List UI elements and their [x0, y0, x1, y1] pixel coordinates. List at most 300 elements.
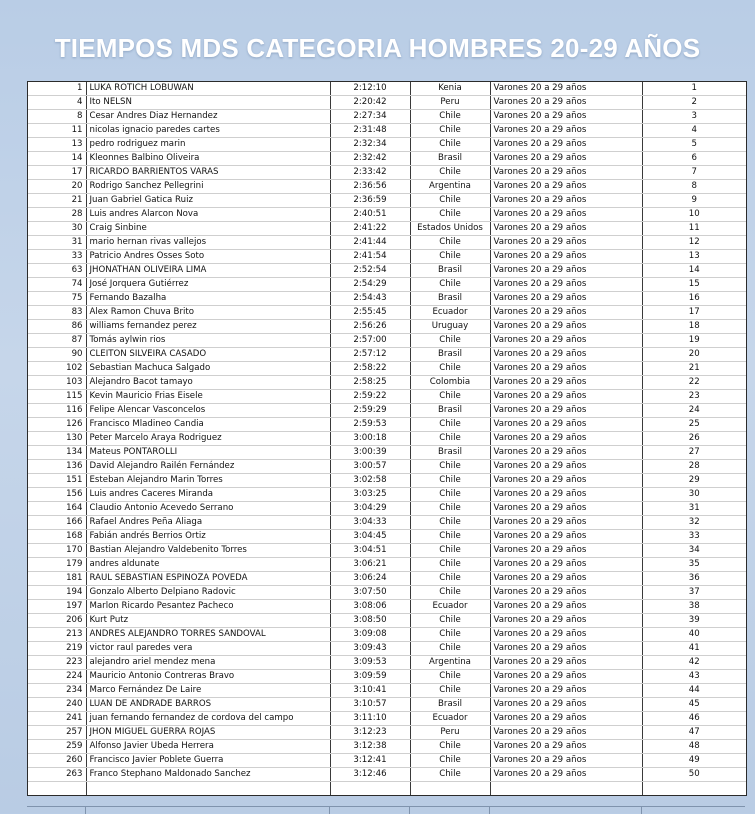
bib-number-cell: 8 — [28, 110, 86, 124]
finish-time-cell: 2:54:43 — [330, 292, 410, 306]
country-cell: Colombia — [410, 376, 490, 390]
runner-name-cell: Luis andres Caceres Miranda — [86, 488, 330, 502]
category-cell: Varones 20 a 29 años — [490, 460, 642, 474]
bib-number-cell: 103 — [28, 376, 86, 390]
position-cell: 18 — [642, 320, 746, 334]
empty-cell — [86, 782, 330, 796]
runner-name-cell: Francisco Mladineo Candia — [86, 418, 330, 432]
category-cell: Varones 20 a 29 años — [490, 194, 642, 208]
country-cell: Brasil — [410, 698, 490, 712]
table-row — [28, 166, 746, 180]
category-cell: Varones 20 a 29 años — [490, 110, 642, 124]
category-cell: Varones 20 a 29 años — [490, 502, 642, 516]
country-cell: Chile — [410, 516, 490, 530]
empty-cell — [28, 782, 86, 796]
finish-time-cell: 3:02:58 — [330, 474, 410, 488]
bib-number-cell: 181 — [28, 572, 86, 586]
table-row — [28, 320, 746, 334]
country-cell: Chile — [410, 628, 490, 642]
runner-name-cell: Luis andres Alarcon Nova — [86, 208, 330, 222]
bib-number-cell: 17 — [28, 166, 86, 180]
table-row — [28, 180, 746, 194]
table-row — [28, 614, 746, 628]
category-cell: Varones 20 a 29 años — [490, 138, 642, 152]
country-cell: Chile — [410, 670, 490, 684]
category-cell: Varones 20 a 29 años — [490, 320, 642, 334]
category-cell: Varones 20 a 29 años — [490, 712, 642, 726]
table-row — [28, 124, 746, 138]
category-cell: Varones 20 a 29 años — [490, 642, 642, 656]
category-cell: Varones 20 a 29 años — [490, 376, 642, 390]
country-cell: Chile — [410, 614, 490, 628]
category-cell: Varones 20 a 29 años — [490, 278, 642, 292]
runner-name-cell: JHON MIGUEL GUERRA ROJAS — [86, 726, 330, 740]
country-cell: Kenia — [410, 82, 490, 96]
bib-number-cell: 134 — [28, 446, 86, 460]
bib-number-cell: 4 — [28, 96, 86, 110]
finish-time-cell: 3:12:38 — [330, 740, 410, 754]
bib-number-cell: 30 — [28, 222, 86, 236]
bib-number-cell: 63 — [28, 264, 86, 278]
table-row — [28, 222, 746, 236]
position-cell: 38 — [642, 600, 746, 614]
finish-time-cell: 2:31:48 — [330, 124, 410, 138]
category-cell: Varones 20 a 29 años — [490, 96, 642, 110]
country-cell: Chile — [410, 740, 490, 754]
position-cell: 2 — [642, 96, 746, 110]
runner-name-cell: Marlon Ricardo Pesantez Pacheco — [86, 600, 330, 614]
country-cell: Chile — [410, 530, 490, 544]
runner-name-cell: Mateus PONTAROLLI — [86, 446, 330, 460]
runner-name-cell: Bastian Alejandro Valdebenito Torres — [86, 544, 330, 558]
finish-time-cell: 2:59:53 — [330, 418, 410, 432]
position-cell: 8 — [642, 180, 746, 194]
runner-name-cell: Mauricio Antonio Contreras Bravo — [86, 670, 330, 684]
table-row — [28, 460, 746, 474]
empty-cell — [642, 782, 746, 796]
table-row — [28, 488, 746, 502]
category-cell: Varones 20 a 29 años — [490, 306, 642, 320]
finish-time-cell: 2:57:12 — [330, 348, 410, 362]
bib-number-cell: 179 — [28, 558, 86, 572]
table-row — [28, 600, 746, 614]
category-cell: Varones 20 a 29 años — [490, 754, 642, 768]
country-cell: Chile — [410, 474, 490, 488]
country-cell: Chile — [410, 460, 490, 474]
category-cell: Varones 20 a 29 años — [490, 292, 642, 306]
runner-name-cell: Juan Gabriel Gatica Ruiz — [86, 194, 330, 208]
bib-number-cell: 116 — [28, 404, 86, 418]
runner-name-cell: Kleonnes Balbino Oliveira — [86, 152, 330, 166]
finish-time-cell: 2:36:56 — [330, 180, 410, 194]
bib-number-cell: 164 — [28, 502, 86, 516]
runner-name-cell: JHONATHAN OLIVEIRA LIMA — [86, 264, 330, 278]
country-cell: Chile — [410, 684, 490, 698]
position-cell: 41 — [642, 642, 746, 656]
position-cell: 35 — [642, 558, 746, 572]
runner-name-cell: Craig Sinbine — [86, 222, 330, 236]
category-cell: Varones 20 a 29 años — [490, 264, 642, 278]
runner-name-cell: RICARDO BARRIENTOS VARAS — [86, 166, 330, 180]
table-row — [28, 152, 746, 166]
country-cell: Brasil — [410, 404, 490, 418]
country-cell: Chile — [410, 558, 490, 572]
runner-name-cell: David Alejandro Railén Fernández — [86, 460, 330, 474]
table-row — [28, 586, 746, 600]
category-cell: Varones 20 a 29 años — [490, 670, 642, 684]
table-row — [28, 390, 746, 404]
position-cell: 4 — [642, 124, 746, 138]
category-cell: Varones 20 a 29 años — [490, 446, 642, 460]
table-row — [28, 712, 746, 726]
runner-name-cell: Alfonso Javier Ubeda Herrera — [86, 740, 330, 754]
table-row — [28, 82, 746, 96]
category-cell: Varones 20 a 29 años — [490, 432, 642, 446]
country-cell: Chile — [410, 208, 490, 222]
bib-number-cell: 257 — [28, 726, 86, 740]
finish-time-cell: 2:58:22 — [330, 362, 410, 376]
table-row — [28, 572, 746, 586]
category-cell: Varones 20 a 29 años — [490, 250, 642, 264]
table-row — [28, 432, 746, 446]
position-cell: 5 — [642, 138, 746, 152]
bib-number-cell: 263 — [28, 768, 86, 782]
category-cell: Varones 20 a 29 años — [490, 684, 642, 698]
country-cell: Chile — [410, 124, 490, 138]
bib-number-cell: 86 — [28, 320, 86, 334]
country-cell: Brasil — [410, 152, 490, 166]
finish-time-cell: 3:12:41 — [330, 754, 410, 768]
category-cell: Varones 20 a 29 años — [490, 768, 642, 782]
runner-name-cell: Tomás aylwin rios — [86, 334, 330, 348]
bib-number-cell: 13 — [28, 138, 86, 152]
runner-name-cell: Kurt Putz — [86, 614, 330, 628]
finish-time-cell: 2:20:42 — [330, 96, 410, 110]
country-cell: Chile — [410, 642, 490, 656]
runner-name-cell: nicolas ignacio paredes cartes — [86, 124, 330, 138]
runner-name-cell: juan fernando fernandez de cordova del campo — [86, 712, 330, 726]
runner-name-cell: ANDRES ALEJANDRO TORRES SANDOVAL — [86, 628, 330, 642]
runner-name-cell: Felipe Alencar Vasconcelos — [86, 404, 330, 418]
country-cell: Chile — [410, 278, 490, 292]
finish-time-cell: 2:57:00 — [330, 334, 410, 348]
page-title: TIEMPOS MDS CATEGORIA HOMBRES 20-29 AÑOS — [54, 33, 701, 63]
category-cell: Varones 20 a 29 años — [490, 236, 642, 250]
runner-name-cell: Fabián andrés Berrios Ortiz — [86, 530, 330, 544]
position-cell: 39 — [642, 614, 746, 628]
finish-time-cell: 2:32:34 — [330, 138, 410, 152]
country-cell: Chile — [410, 194, 490, 208]
category-cell: Varones 20 a 29 años — [490, 166, 642, 180]
finish-time-cell: 3:03:25 — [330, 488, 410, 502]
position-cell: 36 — [642, 572, 746, 586]
finish-time-cell: 2:59:29 — [330, 404, 410, 418]
table-row — [28, 110, 746, 124]
position-cell: 9 — [642, 194, 746, 208]
finish-time-cell: 3:09:53 — [330, 656, 410, 670]
finish-time-cell: 2:54:29 — [330, 278, 410, 292]
country-cell: Brasil — [410, 446, 490, 460]
country-cell: Chile — [410, 250, 490, 264]
bib-number-cell: 102 — [28, 362, 86, 376]
finish-time-cell: 2:41:22 — [330, 222, 410, 236]
bib-number-cell: 168 — [28, 530, 86, 544]
country-cell: Ecuador — [410, 600, 490, 614]
position-cell: 6 — [642, 152, 746, 166]
finish-time-cell: 2:36:59 — [330, 194, 410, 208]
bib-number-cell: 224 — [28, 670, 86, 684]
table-row — [28, 516, 746, 530]
finish-time-cell: 3:09:08 — [330, 628, 410, 642]
country-cell: Ecuador — [410, 306, 490, 320]
category-cell: Varones 20 a 29 años — [490, 558, 642, 572]
finish-time-cell: 2:27:34 — [330, 110, 410, 124]
runner-name-cell: andres aldunate — [86, 558, 330, 572]
bib-number-cell: 1 — [28, 82, 86, 96]
finish-time-cell: 2:52:54 — [330, 264, 410, 278]
category-cell: Varones 20 a 29 años — [490, 390, 642, 404]
position-cell: 30 — [642, 488, 746, 502]
finish-time-cell: 3:00:39 — [330, 446, 410, 460]
finish-time-cell: 2:56:26 — [330, 320, 410, 334]
category-cell: Varones 20 a 29 años — [490, 152, 642, 166]
table-row — [28, 264, 746, 278]
runner-name-cell: CLEITON SILVEIRA CASADO — [86, 348, 330, 362]
finish-time-cell: 3:09:43 — [330, 642, 410, 656]
bib-number-cell: 33 — [28, 250, 86, 264]
table-row — [28, 684, 746, 698]
country-cell: Peru — [410, 96, 490, 110]
table-row — [28, 768, 746, 782]
position-cell: 12 — [642, 236, 746, 250]
bib-number-cell: 126 — [28, 418, 86, 432]
position-cell: 45 — [642, 698, 746, 712]
table-row — [28, 502, 746, 516]
results-body — [28, 82, 746, 795]
position-cell: 20 — [642, 348, 746, 362]
finish-time-cell: 3:11:10 — [330, 712, 410, 726]
bib-number-cell: 213 — [28, 628, 86, 642]
category-cell: Varones 20 a 29 años — [490, 614, 642, 628]
table-row — [28, 656, 746, 670]
category-cell: Varones 20 a 29 años — [490, 572, 642, 586]
country-cell: Argentina — [410, 180, 490, 194]
runner-name-cell: Peter Marcelo Araya Rodriguez — [86, 432, 330, 446]
position-cell: 7 — [642, 166, 746, 180]
runner-name-cell: RAUL SEBASTIAN ESPINOZA POVEDA — [86, 572, 330, 586]
finish-time-cell: 2:41:54 — [330, 250, 410, 264]
finish-time-cell: 3:00:18 — [330, 432, 410, 446]
table-row — [28, 404, 746, 418]
bib-number-cell: 166 — [28, 516, 86, 530]
category-cell: Varones 20 a 29 años — [490, 488, 642, 502]
country-cell: Chile — [410, 432, 490, 446]
category-cell: Varones 20 a 29 años — [490, 348, 642, 362]
table-row — [28, 194, 746, 208]
country-cell: Chile — [410, 166, 490, 180]
finish-time-cell: 3:04:45 — [330, 530, 410, 544]
runner-name-cell: Cesar Andres Diaz Hernandez — [86, 110, 330, 124]
category-cell: Varones 20 a 29 años — [490, 698, 642, 712]
country-cell: Chile — [410, 502, 490, 516]
table-row — [28, 544, 746, 558]
position-cell: 25 — [642, 418, 746, 432]
bib-number-cell: 83 — [28, 306, 86, 320]
table-row — [28, 250, 746, 264]
category-cell: Varones 20 a 29 años — [490, 334, 642, 348]
table-row — [28, 740, 746, 754]
position-cell: 15 — [642, 278, 746, 292]
finish-time-cell: 3:12:46 — [330, 768, 410, 782]
country-cell: Chile — [410, 586, 490, 600]
bib-number-cell: 206 — [28, 614, 86, 628]
finish-time-cell: 3:09:59 — [330, 670, 410, 684]
results-table — [27, 81, 747, 796]
bib-number-cell: 170 — [28, 544, 86, 558]
runner-name-cell: pedro rodriguez marin — [86, 138, 330, 152]
position-cell: 16 — [642, 292, 746, 306]
runner-name-cell: victor raul paredes vera — [86, 642, 330, 656]
finish-time-cell: 2:32:42 — [330, 152, 410, 166]
finish-time-cell: 3:06:24 — [330, 572, 410, 586]
runner-name-cell: alejandro ariel mendez mena — [86, 656, 330, 670]
runner-name-cell: Fernando Bazalha — [86, 292, 330, 306]
country-cell: Chile — [410, 236, 490, 250]
runner-name-cell: Francisco Javier Poblete Guerra — [86, 754, 330, 768]
country-cell: Chile — [410, 362, 490, 376]
bib-number-cell: 219 — [28, 642, 86, 656]
country-cell: Chile — [410, 544, 490, 558]
finish-time-cell: 3:08:06 — [330, 600, 410, 614]
bib-number-cell: 240 — [28, 698, 86, 712]
bib-number-cell: 151 — [28, 474, 86, 488]
category-cell: Varones 20 a 29 años — [490, 82, 642, 96]
empty-cell — [490, 782, 642, 796]
position-cell: 23 — [642, 390, 746, 404]
runner-name-cell: Kevin Mauricio Frias Eisele — [86, 390, 330, 404]
category-cell: Varones 20 a 29 años — [490, 124, 642, 138]
position-cell: 14 — [642, 264, 746, 278]
finish-time-cell: 3:10:57 — [330, 698, 410, 712]
country-cell: Chile — [410, 768, 490, 782]
bib-number-cell: 260 — [28, 754, 86, 768]
country-cell: Ecuador — [410, 712, 490, 726]
category-cell: Varones 20 a 29 años — [490, 362, 642, 376]
bib-number-cell: 223 — [28, 656, 86, 670]
position-cell: 11 — [642, 222, 746, 236]
country-cell: Chile — [410, 110, 490, 124]
position-cell: 31 — [642, 502, 746, 516]
table-row — [28, 754, 746, 768]
country-cell: Chile — [410, 390, 490, 404]
position-cell: 28 — [642, 460, 746, 474]
category-cell: Varones 20 a 29 años — [490, 530, 642, 544]
country-cell: Chile — [410, 138, 490, 152]
country-cell: Argentina — [410, 656, 490, 670]
position-cell: 40 — [642, 628, 746, 642]
table-row — [28, 96, 746, 110]
table-row — [28, 376, 746, 390]
position-cell: 29 — [642, 474, 746, 488]
country-cell: Peru — [410, 726, 490, 740]
bib-number-cell: 74 — [28, 278, 86, 292]
finish-time-cell: 3:04:33 — [330, 516, 410, 530]
position-cell: 3 — [642, 110, 746, 124]
runner-name-cell: Franco Stephano Maldonado Sanchez — [86, 768, 330, 782]
bib-number-cell: 259 — [28, 740, 86, 754]
country-cell: Chile — [410, 334, 490, 348]
table-row — [28, 474, 746, 488]
position-cell: 24 — [642, 404, 746, 418]
finish-time-cell: 2:41:44 — [330, 236, 410, 250]
bib-number-cell: 90 — [28, 348, 86, 362]
empty-cell — [410, 782, 490, 796]
position-cell: 48 — [642, 740, 746, 754]
bib-number-cell: 11 — [28, 124, 86, 138]
runner-name-cell: Esteban Alejandro Marin Torres — [86, 474, 330, 488]
position-cell: 1 — [642, 82, 746, 96]
category-cell: Varones 20 a 29 años — [490, 656, 642, 670]
bib-number-cell: 197 — [28, 600, 86, 614]
runner-name-cell: Marco Fernández De Laire — [86, 684, 330, 698]
table-row — [28, 348, 746, 362]
country-cell: Uruguay — [410, 320, 490, 334]
position-cell: 32 — [642, 516, 746, 530]
position-cell: 13 — [642, 250, 746, 264]
position-cell: 42 — [642, 656, 746, 670]
bib-number-cell: 87 — [28, 334, 86, 348]
category-cell: Varones 20 a 29 años — [490, 222, 642, 236]
table-row — [28, 138, 746, 152]
category-cell: Varones 20 a 29 años — [490, 740, 642, 754]
finish-time-cell: 2:55:45 — [330, 306, 410, 320]
finish-time-cell: 3:07:50 — [330, 586, 410, 600]
position-cell: 50 — [642, 768, 746, 782]
table-row — [28, 306, 746, 320]
country-cell: Chile — [410, 418, 490, 432]
finish-time-cell: 3:10:41 — [330, 684, 410, 698]
category-cell: Varones 20 a 29 años — [490, 544, 642, 558]
finish-time-cell: 2:59:22 — [330, 390, 410, 404]
position-cell: 44 — [642, 684, 746, 698]
bib-number-cell: 115 — [28, 390, 86, 404]
empty-row — [28, 782, 746, 796]
runner-name-cell: Gonzalo Alberto Delpiano Radovic — [86, 586, 330, 600]
position-cell: 33 — [642, 530, 746, 544]
category-cell: Varones 20 a 29 años — [490, 726, 642, 740]
bib-number-cell: 136 — [28, 460, 86, 474]
table-row — [28, 642, 746, 656]
table-row — [28, 334, 746, 348]
position-cell: 22 — [642, 376, 746, 390]
country-cell: Brasil — [410, 292, 490, 306]
finish-time-cell: 3:06:21 — [330, 558, 410, 572]
bib-number-cell: 75 — [28, 292, 86, 306]
runner-name-cell: Ito NELSN — [86, 96, 330, 110]
country-cell: Brasil — [410, 348, 490, 362]
category-cell: Varones 20 a 29 años — [490, 586, 642, 600]
position-cell: 26 — [642, 432, 746, 446]
bib-number-cell: 20 — [28, 180, 86, 194]
category-cell: Varones 20 a 29 años — [490, 516, 642, 530]
position-cell: 43 — [642, 670, 746, 684]
runner-name-cell: Rafael Andres Peña Aliaga — [86, 516, 330, 530]
finish-time-cell: 3:12:23 — [330, 726, 410, 740]
country-cell: Chile — [410, 488, 490, 502]
position-cell: 37 — [642, 586, 746, 600]
table-row — [28, 292, 746, 306]
runner-name-cell: mario hernan rivas vallejos — [86, 236, 330, 250]
